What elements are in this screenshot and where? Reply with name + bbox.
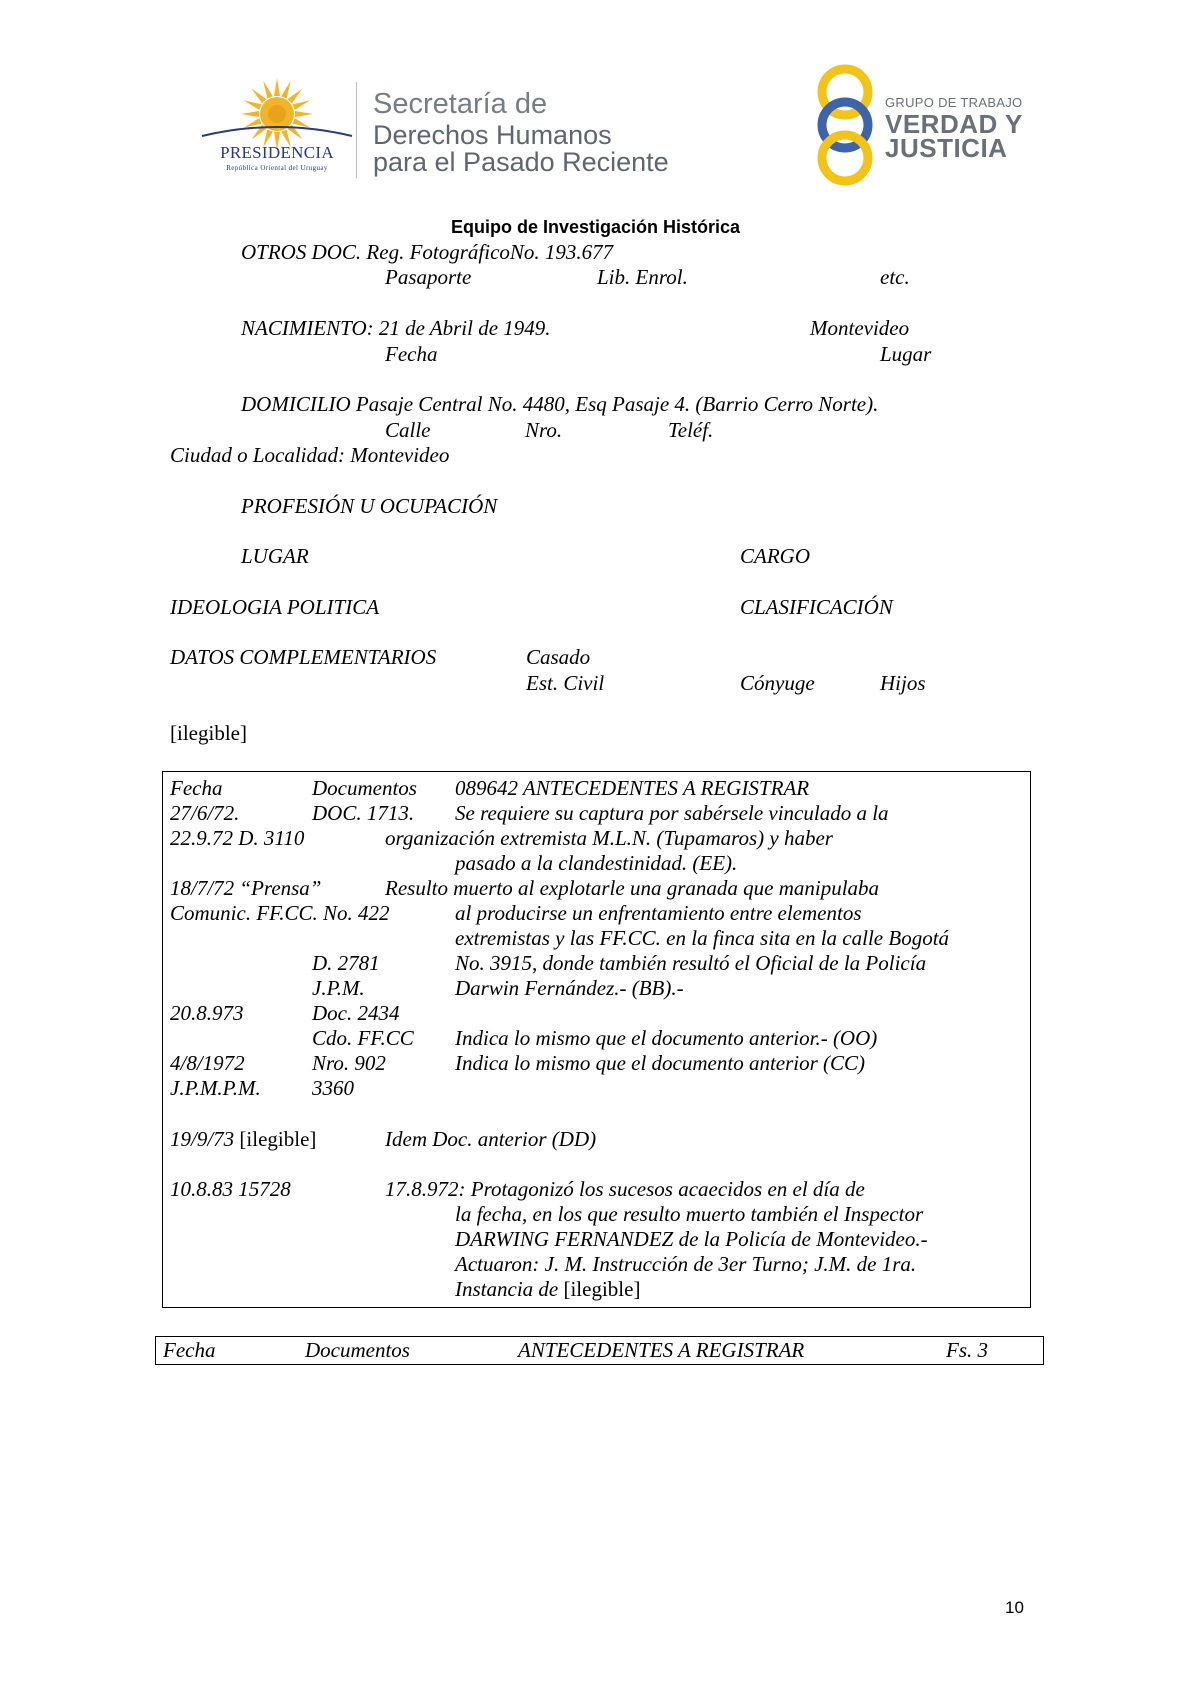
entry-text: Se requiere su captura por sabérsele vinculado a la <box>455 801 889 825</box>
footer-antecedentes: ANTECEDENTES A REGISTRAR <box>518 1338 805 1362</box>
pasaporte-label: Pasaporte <box>385 265 472 289</box>
footer-fs: Fs. 3 <box>946 1338 988 1362</box>
etc-label: etc. <box>880 265 910 289</box>
hijos-label: Hijos <box>880 671 926 695</box>
box-header-antecedentes: 089642 ANTECEDENTES A REGISTRAR <box>455 776 810 800</box>
entry-date: 22.9.72 D. 3110 <box>170 826 305 850</box>
secretaria-line-3: para el Pasado Reciente <box>373 147 669 177</box>
entry-doc: D. 2781 <box>312 951 380 975</box>
casado-value: Casado <box>526 645 591 669</box>
grupo-line-1: GRUPO DE TRABAJO <box>885 95 1023 110</box>
entry-text-line <box>455 1277 640 1302</box>
entry-date: 27/6/72. <box>170 801 240 825</box>
entry-text: DARWING FERNANDEZ de la Policía de Montevideo.- <box>455 1227 928 1251</box>
footer-fecha: Fecha <box>163 1338 216 1362</box>
entry-date: 19/9/73 <box>170 1127 235 1151</box>
entry-text: Instancia de <box>455 1277 559 1301</box>
ilegible-note: [ilegible] <box>239 1127 317 1151</box>
entry-date: 18/7/72 “Prensa” <box>170 876 322 900</box>
entry-date: 20.8.973 <box>170 1001 244 1025</box>
est-civil-label: Est. Civil <box>526 671 605 695</box>
fecha-label: Fecha <box>385 342 438 366</box>
presidencia-sun-logo <box>196 78 358 178</box>
entry-text: Actuaron: J. M. Instrucción de 3er Turno; J.M. de 1ra. <box>455 1252 917 1276</box>
cargo-field: CARGO <box>740 544 810 568</box>
entry-text: Idem Doc. anterior (DD) <box>385 1127 597 1151</box>
entry-text: extremistas y las FF.CC. en la finca sita en la calle Bogotá <box>455 926 950 950</box>
box-header-fecha: Fecha <box>170 776 223 800</box>
ilegible-note: [ilegible] <box>563 1277 641 1301</box>
entry-doc: Cdo. FF.CC <box>312 1026 414 1050</box>
entry-text: Darwin Fernández.- (BB).- <box>455 976 684 1000</box>
entry-text: organización extremista M.L.N. (Tupamaros) y haber <box>385 826 833 850</box>
nro-label: Nro. <box>525 418 563 442</box>
lugar-label: Lugar <box>880 342 932 366</box>
conyuge-label: Cónyuge <box>740 671 815 695</box>
entry-text: No. 3915, donde también resultó el Oficial de la Policía <box>455 951 927 975</box>
entry-date-line <box>170 1127 316 1152</box>
entry-doc: DOC. 1713. <box>312 801 415 825</box>
ideologia-field: IDEOLOGIA POLITICA <box>170 595 380 619</box>
entry-text: Indica lo mismo que el documento anterior.- (OO) <box>455 1026 878 1050</box>
entry-doc: 3360 <box>312 1076 354 1100</box>
presidencia-text: PRESIDENCIA <box>220 143 334 162</box>
entry-text: 17.8.972: Protagonizó los sucesos acaecidos en el día de <box>385 1177 865 1201</box>
clasificacion-field: CLASIFICACIÓN <box>740 595 893 619</box>
grupo-line-2: VERDAD Y <box>885 109 1023 139</box>
ciudad: Ciudad o Localidad: Montevideo <box>170 443 450 467</box>
verdad-justicia-rings-logo <box>808 62 882 188</box>
secretaria-line-2: Derechos Humanos <box>373 120 612 150</box>
box-header-documentos: Documentos <box>312 776 417 800</box>
datos-complementarios: DATOS COMPLEMENTARIOS <box>170 645 437 669</box>
entry-date: 4/8/1972 <box>170 1051 245 1075</box>
entry-text: pasado a la clandestinidad. (EE). <box>455 851 738 875</box>
grupo-line-3: JUSTICIA <box>885 133 1008 163</box>
ilegible-note: [ilegible] <box>170 721 247 745</box>
entry-text: la fecha, en los que resulto muerto también el Inspector <box>455 1202 924 1226</box>
calle-label: Calle <box>385 418 431 442</box>
entry-date: J.P.M.P.M. <box>170 1076 261 1100</box>
page-number: 10 <box>1005 1598 1024 1617</box>
footer-documentos: Documentos <box>305 1338 410 1362</box>
telef-label: Teléf. <box>668 418 714 442</box>
entry-doc: Nro. 902 <box>312 1051 386 1075</box>
entry-text: Indica lo mismo que el documento anterior (CC) <box>455 1051 866 1075</box>
profesion: PROFESIÓN U OCUPACIÓN <box>241 494 498 518</box>
presidencia-subtitle: República Oriental del Uruguay <box>226 164 328 172</box>
entry-doc: J.P.M. <box>312 976 365 1000</box>
domicilio: DOMICILIO Pasaje Central No. 4480, Esq Pasaje 4. (Barrio Cerro Norte). <box>241 392 879 416</box>
lugar-field: LUGAR <box>241 544 309 568</box>
team-title: Equipo de Investigación Histórica <box>450 217 741 237</box>
secretaria-line-1: Secretaría de <box>373 88 548 120</box>
entry-doc: Doc. 2434 <box>312 1001 400 1025</box>
nacimiento: NACIMIENTO: 21 de Abril de 1949. <box>241 316 551 340</box>
otros-doc: OTROS DOC. Reg. FotográficoNo. 193.677 <box>241 240 614 264</box>
entry-date: Comunic. FF.CC. No. 422 <box>170 901 390 925</box>
entry-text: Resulto muerto al explotarle una granada que manipulaba <box>385 876 880 900</box>
lib-enrol-label: Lib. Enrol. <box>597 265 688 289</box>
entry-date: 10.8.83 15728 <box>170 1177 291 1201</box>
header-divider <box>356 82 357 178</box>
nacimiento-lugar: Montevideo <box>810 316 910 340</box>
entry-text: al producirse un enfrentamiento entre elementos <box>455 901 862 925</box>
